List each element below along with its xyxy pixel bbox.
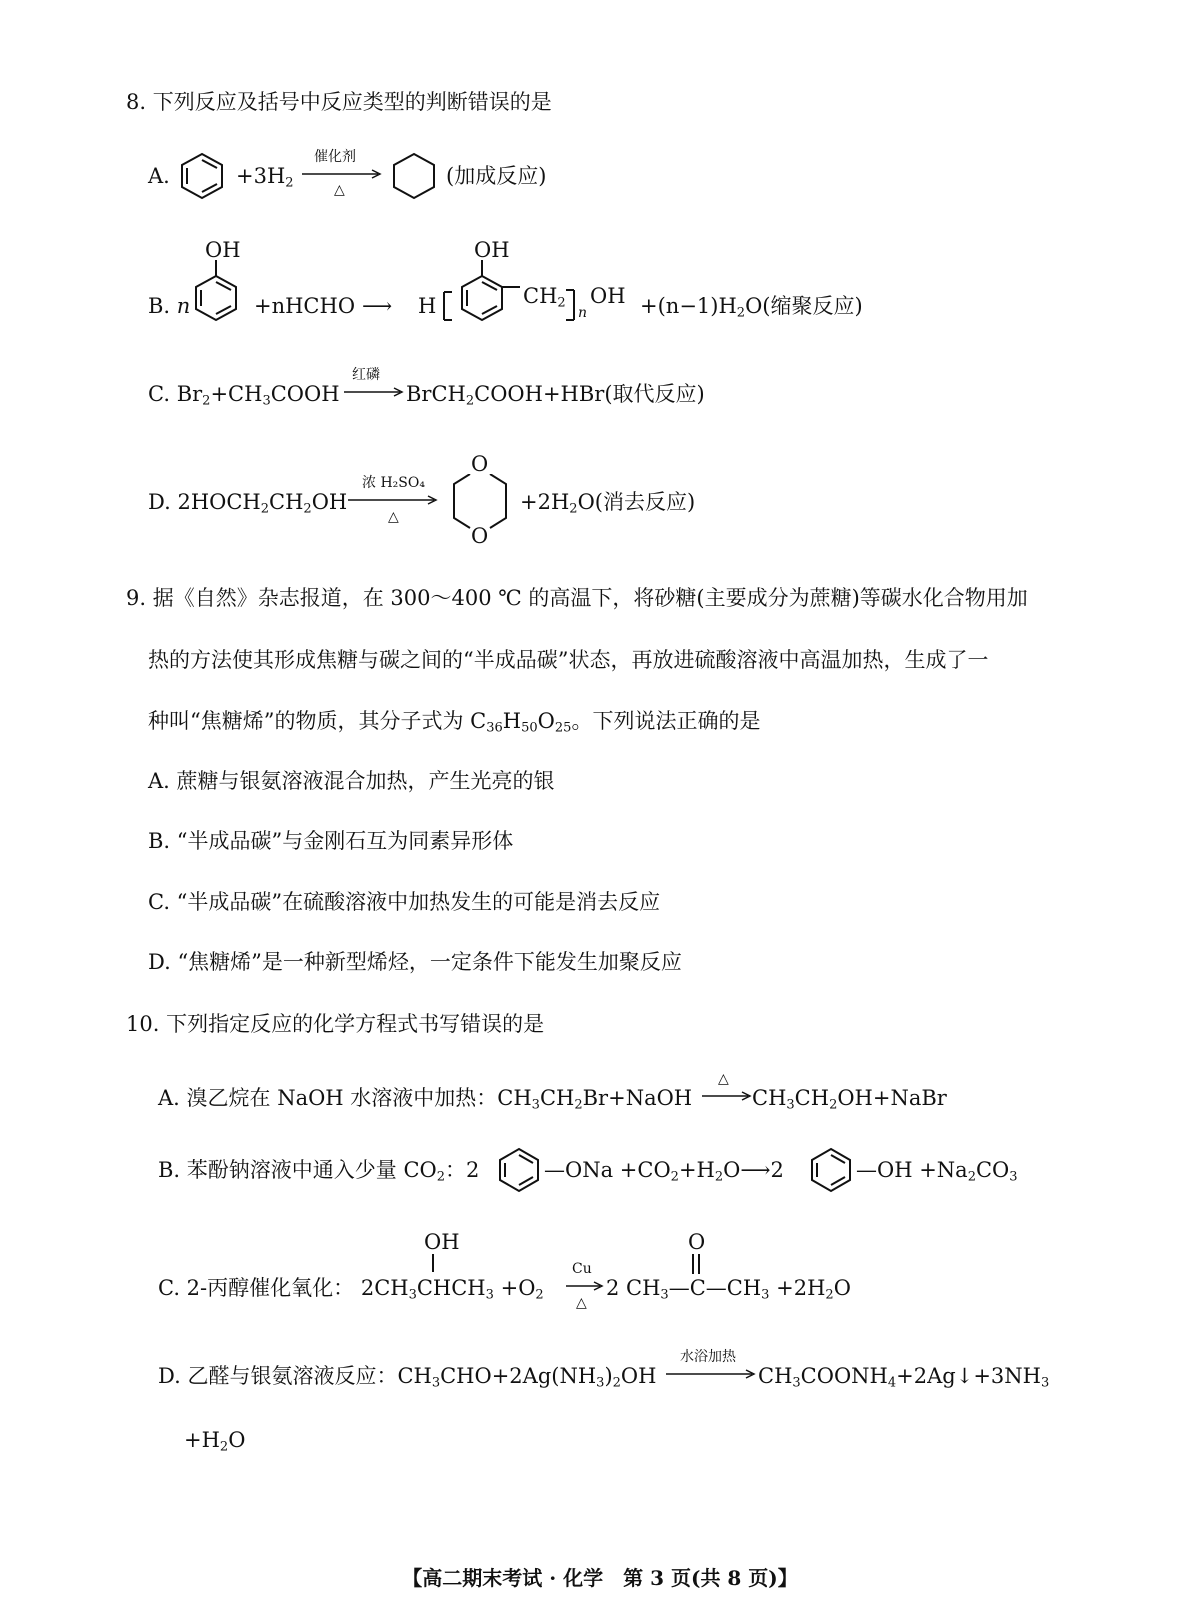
reaction-arrow-icon: [302, 168, 384, 180]
q8c-cond-top: 红磷: [352, 367, 380, 383]
q8a-cond-bottom: △: [334, 182, 345, 198]
q8d-right: $+2H_2O$(消去反应): [520, 490, 696, 517]
q8-option-b-label: B. n: [148, 294, 191, 318]
q8c-left: C. $Br_2+CH_3COOH$: [148, 382, 340, 409]
q8d-o-bottom: O: [471, 524, 489, 548]
double-bond-icon: [690, 1254, 702, 1276]
q8-option-a-label: A.: [148, 164, 170, 188]
page-footer: 【高二期末考试 · 化学 第 3 页(共 8 页)】: [402, 1566, 798, 1590]
q8a-cond-top: 催化剂: [314, 149, 356, 165]
q10d-cond-top: 水浴加热: [680, 1349, 736, 1365]
reaction-arrow-icon: [566, 1280, 606, 1292]
q10-stem: 10. 下列指定反应的化学方程式书写错误的是: [126, 1012, 545, 1036]
q10b-left: B. 苯酚钠溶液中通入少量 $CO_2$：2: [158, 1158, 480, 1185]
q10d-left: D. 乙醛与银氨溶液反应：$CH_3CHO+2Ag(NH_3)_2OH$: [158, 1364, 657, 1391]
q8b-n-sub: n: [578, 305, 588, 321]
q9-line-3: 种叫“焦糖烯”的物质，其分子式为 $C_{36}H_{50}O_{25}$。下列说法正确的是: [148, 709, 761, 736]
q8b-oh: OH: [205, 238, 241, 262]
q10d-continuation: $+H_2O$: [184, 1428, 246, 1455]
q9-line-1: 9. 据《自然》杂志报道，在 300～400 ℃ 的高温下，将砂糖(主要成分为蔗糖)等碳水化合物用加: [126, 586, 1028, 610]
reaction-arrow-icon: [702, 1090, 754, 1102]
q10a-right: $CH_3CH_2OH+NaBr$: [752, 1086, 947, 1113]
q8d-cond-bottom: △: [388, 509, 399, 525]
dioxane-ring-icon: [448, 474, 512, 530]
q10c-cond-top: Cu: [572, 1261, 592, 1277]
reaction-arrow-icon: [348, 494, 440, 506]
q8d-o-top: O: [471, 452, 489, 476]
q8b-water: $+(n-1)H_2O$(缩聚反应): [640, 294, 863, 321]
benzene-ring-icon: [806, 1146, 856, 1194]
reaction-arrow-icon: [344, 386, 406, 398]
q10b-right: —OH $+Na_2CO_3$: [856, 1158, 1018, 1185]
q10d-right: $CH_3COONH_4+2Ag↓+3NH_3$: [758, 1364, 1050, 1391]
q9-line-2: 热的方法使其形成焦糖与碳之间的“半成品碳”状态，再放进硫酸溶液中高温加热，生成了一: [148, 648, 989, 672]
q9-option-c: C. “半成品碳”在硫酸溶液中加热发生的可能是消去反应: [148, 890, 661, 914]
q10c-o-top: O: [688, 1230, 706, 1254]
q8b-oh-2: OH: [474, 238, 510, 262]
q8b-reagent: +nHCHO: [254, 294, 356, 318]
reaction-arrow-icon: [666, 1368, 758, 1380]
q8d-cond-top: 浓 H₂SO₄: [362, 475, 425, 491]
q8b-h: H: [418, 294, 437, 318]
q9-option-d: D. “焦糖烯”是一种新型烯烃，一定条件下能发生加聚反应: [148, 950, 682, 974]
benzene-ring-icon: [494, 1146, 544, 1194]
q10c-oh: OH: [424, 1230, 460, 1254]
q8-stem: 8. 下列反应及括号中反应类型的判断错误的是: [126, 90, 552, 114]
q8d-left: D. $2HOCH_2CH_2OH$: [148, 490, 348, 517]
q8c-right: BrCH$_2$COOH+HBr(取代反应): [406, 382, 705, 409]
q8b-oh-3: OH: [590, 284, 626, 308]
cyclohexane-ring-icon: [388, 150, 440, 202]
q10a-cond-top: △: [718, 1071, 729, 1087]
phenol-ring-icon: [190, 258, 242, 330]
q8b-ch2: $CH_2$: [523, 284, 566, 311]
bond-line-icon: [430, 1254, 436, 1274]
benzene-ring-icon: [176, 150, 228, 202]
q8b-arrow: ⟶: [362, 294, 393, 318]
q9-option-a: A. 蔗糖与银氨溶液混合加热，产生光亮的银: [148, 769, 555, 793]
q10b-mid: —ONa $+CO_2+H_2O⟶2$: [544, 1158, 784, 1185]
q10c-right: 2 $CH_3—C—CH_3 +2H_2O$: [606, 1276, 851, 1303]
q10a-left: A. 溴乙烷在 NaOH 水溶液中加热：$CH_3CH_2Br+NaOH$: [158, 1086, 693, 1113]
q9-option-b: B. “半成品碳”与金刚石互为同素异形体: [148, 829, 514, 853]
q10c-left: C. 2-丙醇催化氧化： $2CH_3CHCH_3 +O_2$: [158, 1276, 544, 1303]
q8a-reagent: $+3H_2$: [236, 164, 294, 191]
q8a-type: (加成反应): [446, 164, 547, 188]
q10c-cond-bottom: △: [576, 1295, 587, 1311]
